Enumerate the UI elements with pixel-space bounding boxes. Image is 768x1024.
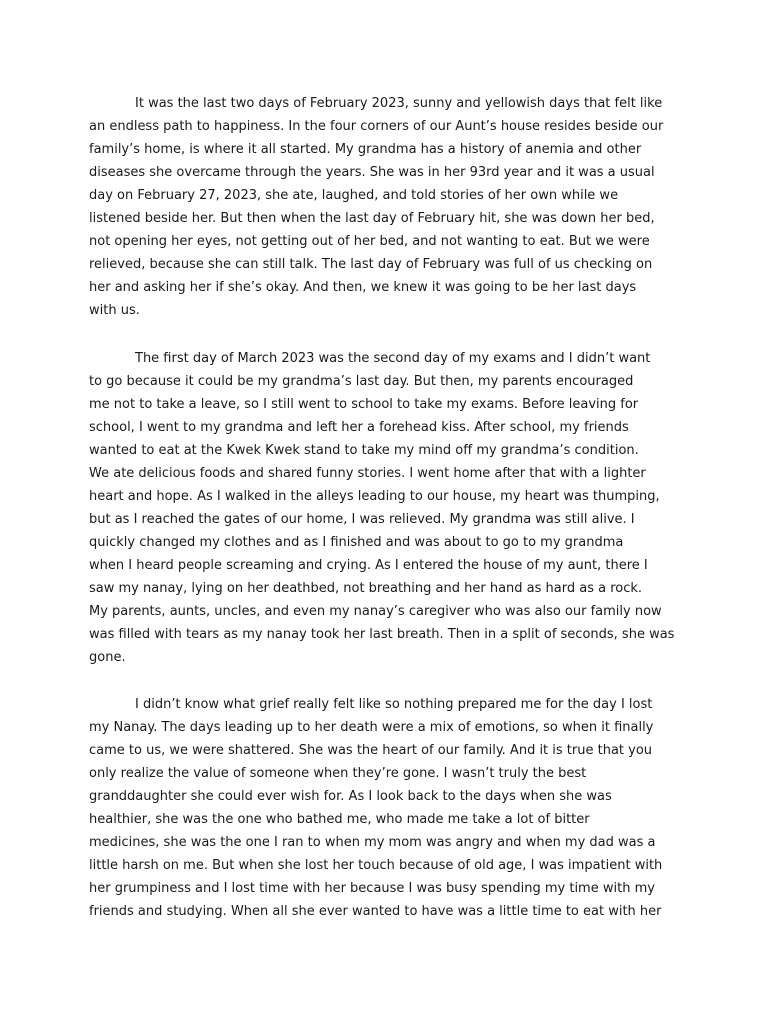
paragraph-line: We ate delicious foods and shared funny stories. I went home after that with a lighter [89,466,646,481]
paragraph-line: my Nanay. The days leading up to her death were a mix of emotions, so when it finally [89,720,654,735]
paragraph-line: was filled with tears as my nanay took her last breath. Then in a split of seconds, she was [89,627,675,642]
paragraph-line: heart and hope. As I walked in the alleys leading to our house, my heart was thumping, [89,489,660,504]
paragraph-line: granddaughter she could ever wish for. As I look back to the days when she was [89,789,612,804]
paragraph-line: to go because it could be my grandma’s last day. But then, my parents encouraged [89,374,634,389]
paragraph-line: diseases she overcame through the years. She was in her 93rd year and it was a usual [89,165,655,180]
paragraph-line: family’s home, is where it all started. My grandma has a history of anemia and other [89,142,642,157]
paragraph-line: quickly changed my clothes and as I finished and was about to go to my grandma [89,535,624,550]
paragraph-line: with us. [89,303,140,318]
paragraph-line: came to us, we were shattered. She was the heart of our family. And it is true that you [89,743,653,758]
paragraph-line: her grumpiness and I lost time with her because I was busy spending my time with my [89,881,655,896]
paragraph-line: relieved, because she can still talk. The last day of February was full of us checking on [89,257,653,272]
paragraph-line: an endless path to happiness. In the four corners of our Aunt’s house resides beside our [89,119,664,134]
paragraph-line: healthier, she was the one who bathed me, who made me take a lot of bitter [89,812,590,827]
paragraph-line: saw my nanay, lying on her deathbed, not breathing and her hand as hard as a rock. [89,581,643,596]
paragraph-line: My parents, aunts, uncles, and even my nanay’s caregiver who was also our family now [89,604,662,619]
paragraph-line: listened beside her. But then when the last day of February hit, she was down her bed, [89,211,655,226]
paragraph-line: friends and studying. When all she ever wanted to have was a little time to eat with her [89,904,662,919]
paragraph-line: only realize the value of someone when they’re gone. I wasn’t truly the best [89,766,587,781]
paragraph-line: her and asking her if she’s okay. And then, we knew it was going to be her last days [89,280,637,295]
paragraph-line: gone. [89,650,126,665]
paragraph-line: not opening her eyes, not getting out of her bed, and not wanting to eat. But we were [89,234,650,249]
paragraph-line: school, I went to my grandma and left her a forehead kiss. After school, my friends [89,420,629,435]
paragraph-line: but as I reached the gates of our home, I was relieved. My grandma was still alive. I [89,512,635,527]
paragraph-line: It was the last two days of February 2023, sunny and yellowish days that felt like [135,96,663,111]
paragraph-line: day on February 27, 2023, she ate, laughed, and told stories of her own while we [89,188,619,203]
paragraph-line: I didn’t know what grief really felt like so nothing prepared me for the day I lost [135,697,653,712]
paragraph-line: The first day of March 2023 was the second day of my exams and I didn’t want [135,351,651,366]
paragraph-line: medicines, she was the one I ran to when my mom was angry and when my dad was a [89,835,656,850]
paragraph-line: little harsh on me. But when she lost her touch because of old age, I was impatient with [89,858,663,873]
paragraph-line: wanted to eat at the Kwek Kwek stand to take my mind off my grandma’s condition. [89,443,639,458]
paragraph-line: when I heard people screaming and crying. As I entered the house of my aunt, there I [89,558,648,573]
paragraph-line: me not to take a leave, so I still went to school to take my exams. Before leaving for [89,397,639,412]
